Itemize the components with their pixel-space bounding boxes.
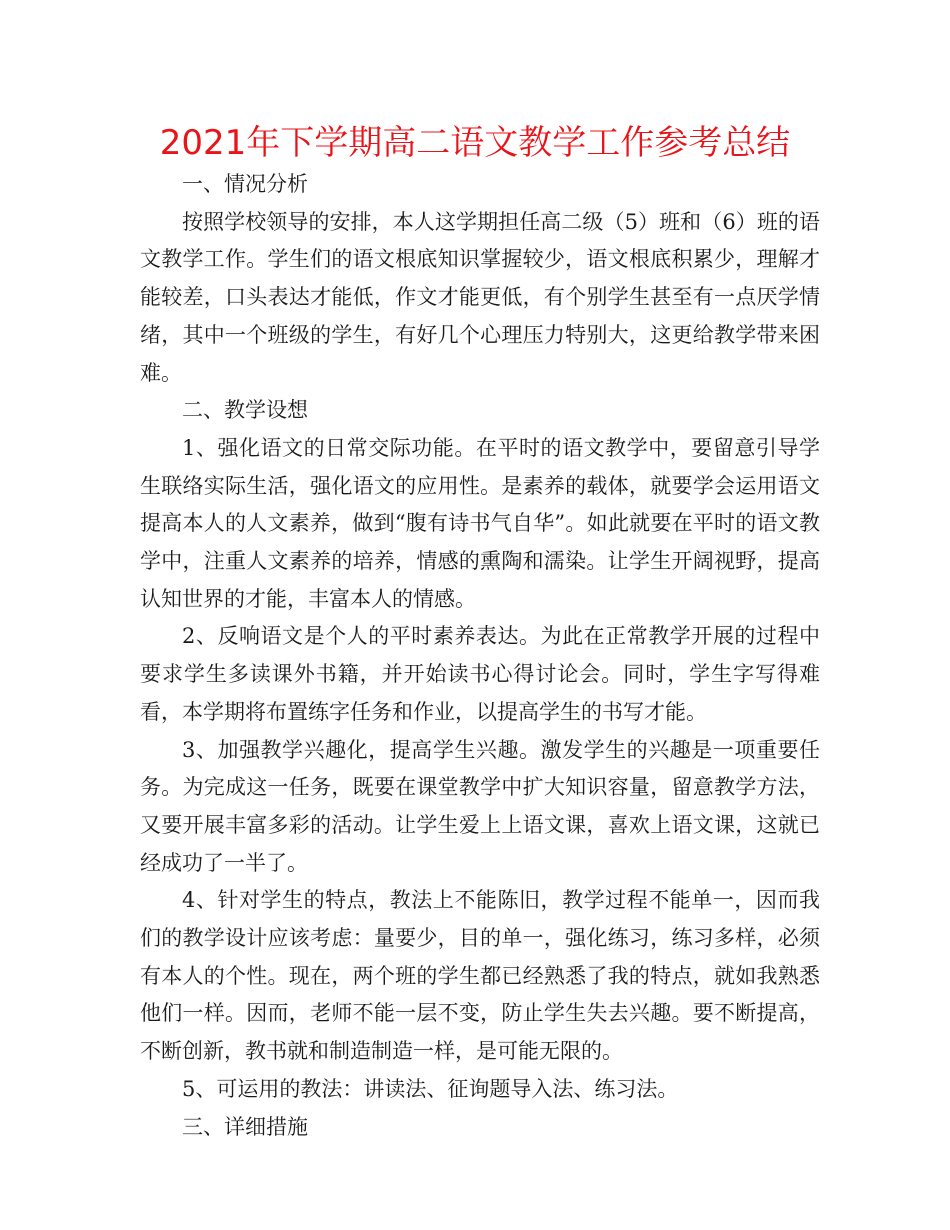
document-title: 2021年下学期高二语文教学工作参考总结 <box>159 123 791 163</box>
section-heading-measures: 三、详细措施 <box>182 1114 308 1139</box>
list-item-2: 2、反响语文是个人的平时素养表达。为此在正常教学开展的过程中要求学生多读课外书籍，并开始读书心得讨论会。同时，学生字写得难看，本学期将布置练字任务和作业，以提高学生的书写才能。 <box>140 624 820 724</box>
list-item-1: 1、强化语文的日常交际功能。在平时的语文教学中，要留意引导学生联络实际生活，强化语文的应用性。是素养的载体，就要学会运用语文提高本人的人文素养，做到“腹有诗书气自华”。如此就要在平时的语文教学中，注重人文素养的培养，情感的熏陶和濡染。让学生开阔视野，提高认知世界的才能，丰富本人的情感。 <box>140 435 820 611</box>
list-item-3: 3、加强教学兴趣化，提高学生兴趣。激发学生的兴趣是一项重要任务。为完成这一任务，既要在课堂教学中扩大知识容量，留意教学方法，又要开展丰富多彩的活动。让学生爱上上语文课，喜欢上语文课，这就已经成功了一半了。 <box>140 737 820 875</box>
document-body <box>140 166 820 1146</box>
list-item-5: 5、可运用的教法：讲读法、征询题导入法、练习法。 <box>182 1076 679 1101</box>
paragraph-situation: 按照学校领导的安排，本人这学期担任高二级（5）班和（6）班的语文教学工作。学生们的语文根底知识掌握较少，语文根底积累少，理解才能较差，口头表达才能低，作文才能更低，有个别学生甚至有一点厌学情绪，其中一个班级的学生，有好几个心理压力特别大，这更给教学带来困难。 <box>140 209 820 385</box>
list-item-4: 4、针对学生的特点，教法上不能陈旧，教学过程不能单一，因而我们的教学设计应该考虑：量要少，目的单一，强化练习，练习多样，必须有本人的个性。现在，两个班的学生都已经熟悉了我的特点，就如我熟悉他们一样。因而，老师不能一层不变，防止学生失去兴趣。要不断提高，不断创新，教书就和制造制造一样，是可能无限的。 <box>140 888 820 1064</box>
section-heading-teaching-plan: 二、教学设想 <box>182 398 308 423</box>
section-heading-situation-analysis: 一、情况分析 <box>182 172 308 196</box>
